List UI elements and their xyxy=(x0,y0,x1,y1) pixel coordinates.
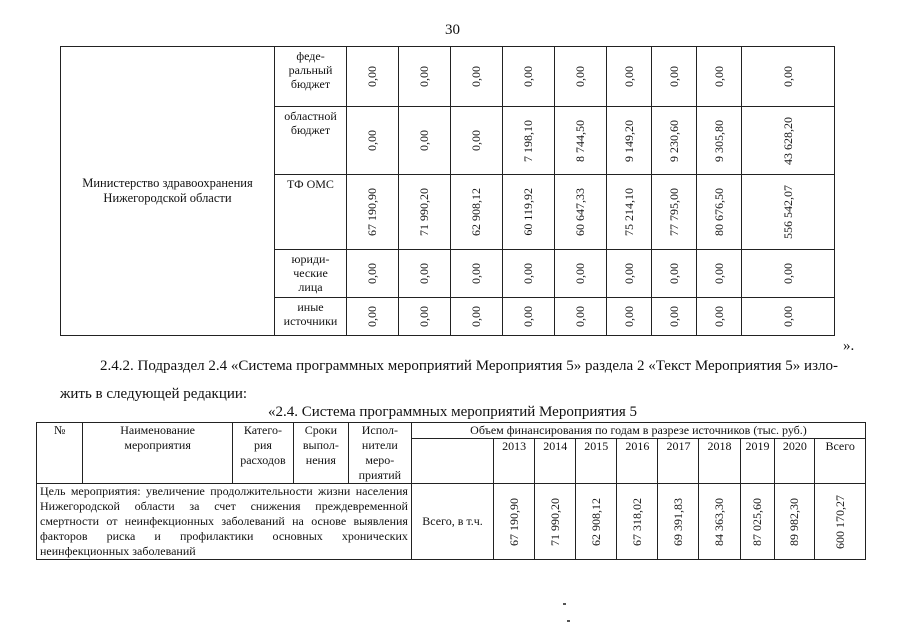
funding-value-cell xyxy=(652,107,697,175)
header-category xyxy=(232,423,293,484)
header-name-line: Наименование xyxy=(120,423,195,437)
header-year: 2020 xyxy=(775,439,815,484)
funding-value: 75 214,10 xyxy=(621,188,636,237)
funding-value: 0,00 xyxy=(417,305,431,327)
header-executors-line: меро- xyxy=(365,453,395,467)
total-value-cell xyxy=(740,484,775,560)
header-executors xyxy=(348,423,411,484)
funding-value-cell xyxy=(555,47,607,107)
header-total: Всего xyxy=(815,439,866,484)
funding-value-cell xyxy=(451,47,503,107)
funding-source-line: ческие xyxy=(293,265,328,280)
header-year: 2016 xyxy=(617,439,658,484)
funding-value-cell xyxy=(503,297,555,335)
funding-value: 0,00 xyxy=(365,262,379,284)
funding-value-cell xyxy=(607,107,652,175)
goal-row xyxy=(37,484,866,560)
amendment-paragraph xyxy=(60,352,855,408)
funding-value: 7 198,10 xyxy=(521,119,535,162)
funding-value: 77 795,00 xyxy=(666,188,681,237)
funding-value: 0,00 xyxy=(417,66,431,88)
funding-value-cell xyxy=(607,175,652,249)
total-value: 69 391,83 xyxy=(670,497,685,546)
funding-value-cell xyxy=(697,175,742,249)
funding-source-line: бюджет xyxy=(290,123,331,138)
header-year: 2013 xyxy=(494,439,535,484)
funding-value: 0,00 xyxy=(621,305,636,327)
funding-value-cell xyxy=(503,249,555,297)
total-value-cell xyxy=(617,484,658,560)
funding-value: 0,00 xyxy=(469,130,483,152)
funding-value-cell xyxy=(607,249,652,297)
header-year: 2014 xyxy=(535,439,576,484)
funding-value-cell xyxy=(697,249,742,297)
funding-value: 0,00 xyxy=(521,262,535,284)
funding-value: 43 628,20 xyxy=(780,116,795,165)
header-name xyxy=(83,423,233,484)
total-value: 600 170,27 xyxy=(832,494,847,549)
header-year: 2015 xyxy=(576,439,617,484)
funding-source-label xyxy=(275,175,347,249)
funding-value: 0,00 xyxy=(780,262,795,284)
funding-value: 9 149,20 xyxy=(621,119,636,162)
scan-speck xyxy=(563,603,566,605)
funding-value: 0,00 xyxy=(365,66,379,88)
funding-value: 0,00 xyxy=(365,305,379,327)
funding-value-cell xyxy=(652,47,697,107)
header-executors-line: приятий xyxy=(358,468,402,482)
funding-value-cell xyxy=(697,107,742,175)
funding-value: 0,00 xyxy=(666,305,681,327)
funding-value-cell xyxy=(347,297,399,335)
funding-value-cell xyxy=(697,297,742,335)
total-value: 67 318,02 xyxy=(629,497,644,546)
funding-value-cell xyxy=(555,107,607,175)
funding-value: 0,00 xyxy=(711,262,726,284)
funding-source-label xyxy=(275,249,347,297)
funding-value: 71 990,20 xyxy=(417,188,431,237)
funding-source-line: ральный xyxy=(288,63,333,77)
closing-quote: ». xyxy=(843,338,855,354)
funding-value-cell xyxy=(451,297,503,335)
header-category-line: рия xyxy=(253,438,272,452)
funding-value: 0,00 xyxy=(711,66,726,88)
header-executors-line: нители xyxy=(361,438,398,452)
funding-value: 0,00 xyxy=(711,305,726,327)
total-value-cell xyxy=(576,484,617,560)
total-value-cell xyxy=(815,484,866,560)
total-value-cell xyxy=(535,484,576,560)
page-number: 30 xyxy=(445,22,460,38)
funding-value: 60 119,92 xyxy=(521,188,535,236)
funding-value-cell xyxy=(607,297,652,335)
top-funding-table xyxy=(60,46,835,336)
total-value-cell xyxy=(494,484,535,560)
funding-value: 556 542,07 xyxy=(780,185,795,240)
funding-value: 0,00 xyxy=(469,305,483,327)
total-value-cell xyxy=(658,484,699,560)
funding-source-line: юриди- xyxy=(291,251,330,266)
paragraph-line-1: 2.4.2. Подраздел 2.4 «Система программных мероприятий Мероприятия 5» раздела 2 «Текст Мероприятия 5» изло- xyxy=(100,358,838,374)
total-value: 87 025,60 xyxy=(749,497,764,546)
funding-value: 0,00 xyxy=(780,305,795,327)
funding-value: 0,00 xyxy=(365,130,379,152)
total-value: 89 982,30 xyxy=(787,497,802,546)
header-terms xyxy=(293,423,348,484)
funding-value-cell xyxy=(399,47,451,107)
funding-value: 80 676,50 xyxy=(711,188,726,237)
section-heading: «2.4. Система программных мероприятий Мероприятия 5 xyxy=(267,404,638,420)
funding-value: 0,00 xyxy=(573,305,587,327)
funding-source-line: бюджет xyxy=(290,77,331,91)
paragraph-line-2: жить в следующей редакции: xyxy=(60,386,248,402)
funding-value: 0,00 xyxy=(469,66,483,88)
funding-value: 60 647,33 xyxy=(573,188,587,237)
header-years-spacer xyxy=(411,439,493,484)
funding-source-row xyxy=(61,47,835,107)
funding-value-cell xyxy=(742,175,835,249)
funding-source-label xyxy=(275,297,347,335)
total-value: 67 190,90 xyxy=(506,497,521,546)
row-label: Всего, в т.ч. xyxy=(411,484,493,560)
funding-value-cell xyxy=(503,107,555,175)
funding-value-cell xyxy=(555,249,607,297)
funding-value: 0,00 xyxy=(666,66,681,88)
funding-value-cell xyxy=(555,297,607,335)
funding-value: 0,00 xyxy=(417,262,431,284)
funding-value: 0,00 xyxy=(621,66,636,88)
funding-value-cell xyxy=(503,47,555,107)
funding-source-line: феде- xyxy=(296,49,325,63)
funding-value: 9 230,60 xyxy=(666,119,681,162)
funding-value-cell xyxy=(555,175,607,249)
scan-speck xyxy=(567,620,570,622)
funding-value-cell xyxy=(607,47,652,107)
total-value: 71 990,20 xyxy=(547,497,562,546)
funding-source-line: иные xyxy=(297,299,324,314)
funding-value: 0,00 xyxy=(521,66,535,88)
total-value-cell xyxy=(775,484,815,560)
funding-value-cell xyxy=(399,107,451,175)
header-year: 2017 xyxy=(658,439,699,484)
goal-text: Цель мероприятия: увеличение продолжительности жизни населения Нижегородской области за счет снижения преждевременной смертности от неинфекционных заболеваний на основе выявления факторов риска и профилактики основных хронических неинфекционных заболеваний xyxy=(37,484,412,560)
header-executors-line: Испол- xyxy=(361,423,398,437)
funding-value: 0,00 xyxy=(521,305,535,327)
total-value-cell xyxy=(699,484,740,560)
header-terms-line: Сроки xyxy=(304,423,337,437)
funding-value-cell xyxy=(697,47,742,107)
funding-source-label xyxy=(275,47,347,107)
funding-value-cell xyxy=(451,107,503,175)
funding-value-cell xyxy=(399,175,451,249)
ministry-name: Министерство здравоохранения Нижегородской области xyxy=(61,47,275,336)
funding-value-cell xyxy=(347,107,399,175)
funding-value: 67 190,90 xyxy=(365,188,379,237)
header-terms-line: выпол- xyxy=(302,438,339,452)
funding-value: 0,00 xyxy=(573,66,587,88)
funding-value: 9 305,80 xyxy=(711,119,726,162)
funding-value: 0,00 xyxy=(469,262,483,284)
funding-source-line: ТФ ОМС xyxy=(287,177,334,192)
funding-value-cell xyxy=(742,107,835,175)
funding-value-cell xyxy=(503,175,555,249)
funding-value: 0,00 xyxy=(780,66,795,88)
measures-table xyxy=(36,422,866,560)
header-funding: Объем финансирования по годам в разрезе источников (тыс. руб.) xyxy=(411,423,865,439)
funding-value-cell xyxy=(451,175,503,249)
header-year: 2018 xyxy=(699,439,740,484)
funding-value-cell xyxy=(652,249,697,297)
funding-source-line: областной xyxy=(284,109,337,124)
funding-value-cell xyxy=(347,175,399,249)
funding-value: 0,00 xyxy=(621,262,636,284)
funding-value: 0,00 xyxy=(573,262,587,284)
header-year: 2019 xyxy=(740,439,775,484)
funding-value-cell xyxy=(742,47,835,107)
header-category-line: расходов xyxy=(240,453,286,467)
funding-value-cell xyxy=(652,297,697,335)
total-value: 84 363,30 xyxy=(712,497,727,546)
funding-value: 62 908,12 xyxy=(469,188,483,237)
funding-value-cell xyxy=(347,249,399,297)
header-name-line: мероприятия xyxy=(124,438,191,452)
funding-value-cell xyxy=(742,297,835,335)
funding-value-cell xyxy=(399,249,451,297)
funding-value-cell xyxy=(451,249,503,297)
funding-value: 0,00 xyxy=(417,130,431,152)
funding-source-line: источники xyxy=(283,313,338,328)
funding-value: 8 744,50 xyxy=(573,119,587,162)
header-terms-line: нения xyxy=(305,453,336,467)
funding-source-label xyxy=(275,107,347,175)
funding-value: 0,00 xyxy=(666,262,681,284)
funding-value-cell xyxy=(652,175,697,249)
funding-value-cell xyxy=(399,297,451,335)
funding-source-line: лица xyxy=(298,279,323,294)
header-category-line: Катего- xyxy=(243,423,282,437)
header-row-1 xyxy=(37,423,866,439)
funding-value-cell xyxy=(347,47,399,107)
header-number: № xyxy=(37,423,83,484)
total-value: 62 908,12 xyxy=(588,497,603,546)
funding-value-cell xyxy=(742,249,835,297)
